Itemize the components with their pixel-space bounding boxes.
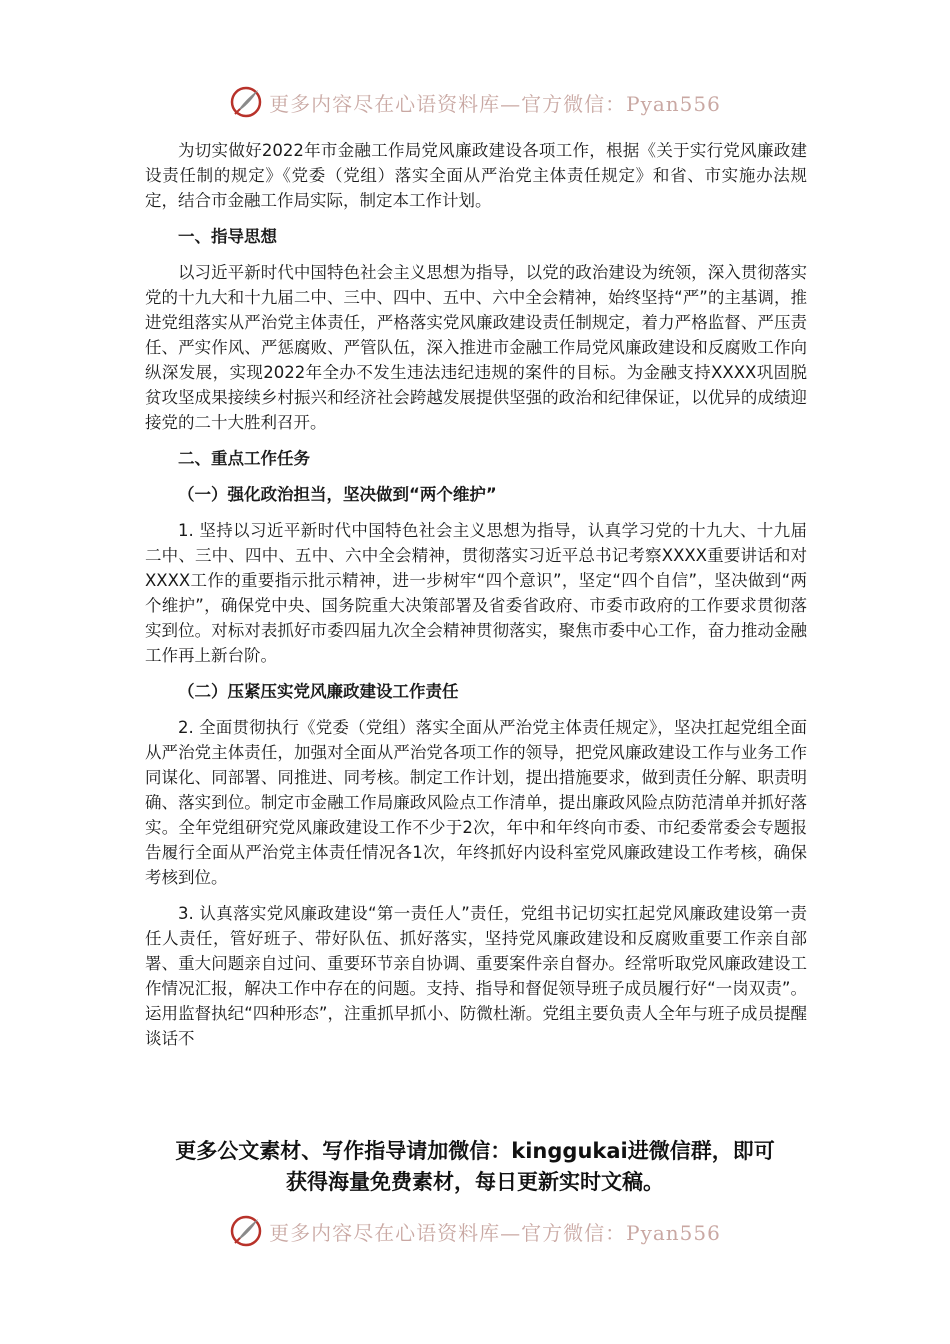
document-body: [145, 138, 807, 1051]
banner-text: 更多内容尽在心语资料库—官方微信：Pyan556: [269, 91, 721, 116]
task-item-1: 1. 坚持以习近平新时代中国特色社会主义思想为指导，认真学习党的十九大、十九届二中、三中、四中、五中、六中全会精神，贯彻落实习近平总书记考察XXXX重要讲话和对XXXX工作的重要指示批示精神，进一步树牢“四个意识”，坚定“四个自信”，坚决做到“两个维护”，确保党中央、国务院重大决策部署及省委省政府、市委市政府的工作要求贯彻落实到位。对标对表抓好市委四届九次全会精神贯彻落实，聚焦市委中心工作，奋力推动金融工作再上新台阶。: [145, 521, 807, 665]
quill-logo-icon: [229, 1214, 263, 1248]
header-watermark-banner: [0, 80, 950, 124]
task-item-2: 2. 全面贯彻执行《党委（党组）落实全面从严治党主体责任规定》，坚决扛起党组全面从严治党主体责任，加强对全面从严治党各项工作的领导，把党风廉政建设工作与业务工作同谋化、同部署、同推进、同考核。制定工作计划，提出措施要求，做到责任分解、职责明确、落实到位。制定市金融工作局廉政风险点工作清单，提出廉政风险点防范清单并抓好落实。全年党组研究党风廉政建设工作不少于2次，年中和年终向市委、市纪委常委会专题报告履行全面从严治党主体责任情况各1次，年终抓好内设科室党风廉政建设工作考核，确保考核到位。: [145, 718, 807, 887]
guiding-thought-paragraph: 以习近平新时代中国特色社会主义思想为指导，以党的政治建设为统领，深入贯彻落实党的十九大和十九届二中、三中、四中、五中、六中全会精神，始终坚持“严”的主基调，推进党组落实从严治党主体责任，严格落实党风廉政建设责任制规定，着力严格监督、严压责任、严实作风、严惩腐败、严管队伍，深入推进市金融工作局党风廉政建设和反腐败工作向纵深发展，实现2022年全办不发生违法违纪违规的案件的目标。为金融支持XXXX巩固脱贫攻坚成果接续乡村振兴和经济社会跨越发展提供坚强的政治和纪律保证，以优异的成绩迎接党的二十大胜利召开。: [145, 263, 807, 432]
promo-line-2: 获得海量免费素材，每日更新实时文稿。: [286, 1170, 664, 1194]
footer-watermark-banner: [0, 1209, 950, 1253]
quill-logo-icon: [229, 85, 263, 119]
section-heading-guiding-thought: 一、指导思想: [178, 227, 277, 246]
promo-line-1: 更多公文素材、写作指导请加微信：kinggukai进微信群，即可: [175, 1139, 775, 1163]
section-heading-key-tasks: 二、重点工作任务: [178, 449, 310, 468]
banner-text: 更多内容尽在心语资料库—官方微信：Pyan556: [269, 1220, 721, 1245]
subsection-heading-responsibility: （二）压紧压实党风廉政建设工作责任: [178, 682, 459, 701]
task-item-3: 3. 认真落实党风廉政建设“第一责任人”责任，党组书记切实扛起党风廉政建设第一责任人责任，管好班子、带好队伍、抓好落实，坚持党风廉政建设和反腐败重要工作亲自部署、重大问题亲自过问、重要环节亲自协调、重要案件亲自督办。经常听取党风廉政建设工作情况汇报，解决工作中存在的问题。支持、指导和督促领导班子成员履行好“一岗双责”。运用监督执纪“四种形态”，注重抓早抓小、防微杜渐。党组主要负责人全年与班子成员提醒谈话不: [145, 904, 807, 1048]
subsection-heading-political: （一）强化政治担当，坚决做到“两个维护”: [178, 485, 497, 504]
promo-notice: [0, 1136, 950, 1198]
intro-paragraph: 为切实做好2022年市金融工作局党风廉政建设各项工作，根据《关于实行党风廉政建设责任制的规定》《党委（党组）落实全面从严治党主体责任规定》和省、市实施办法规定，结合市金融工作局实际，制定本工作计划。: [145, 141, 807, 210]
